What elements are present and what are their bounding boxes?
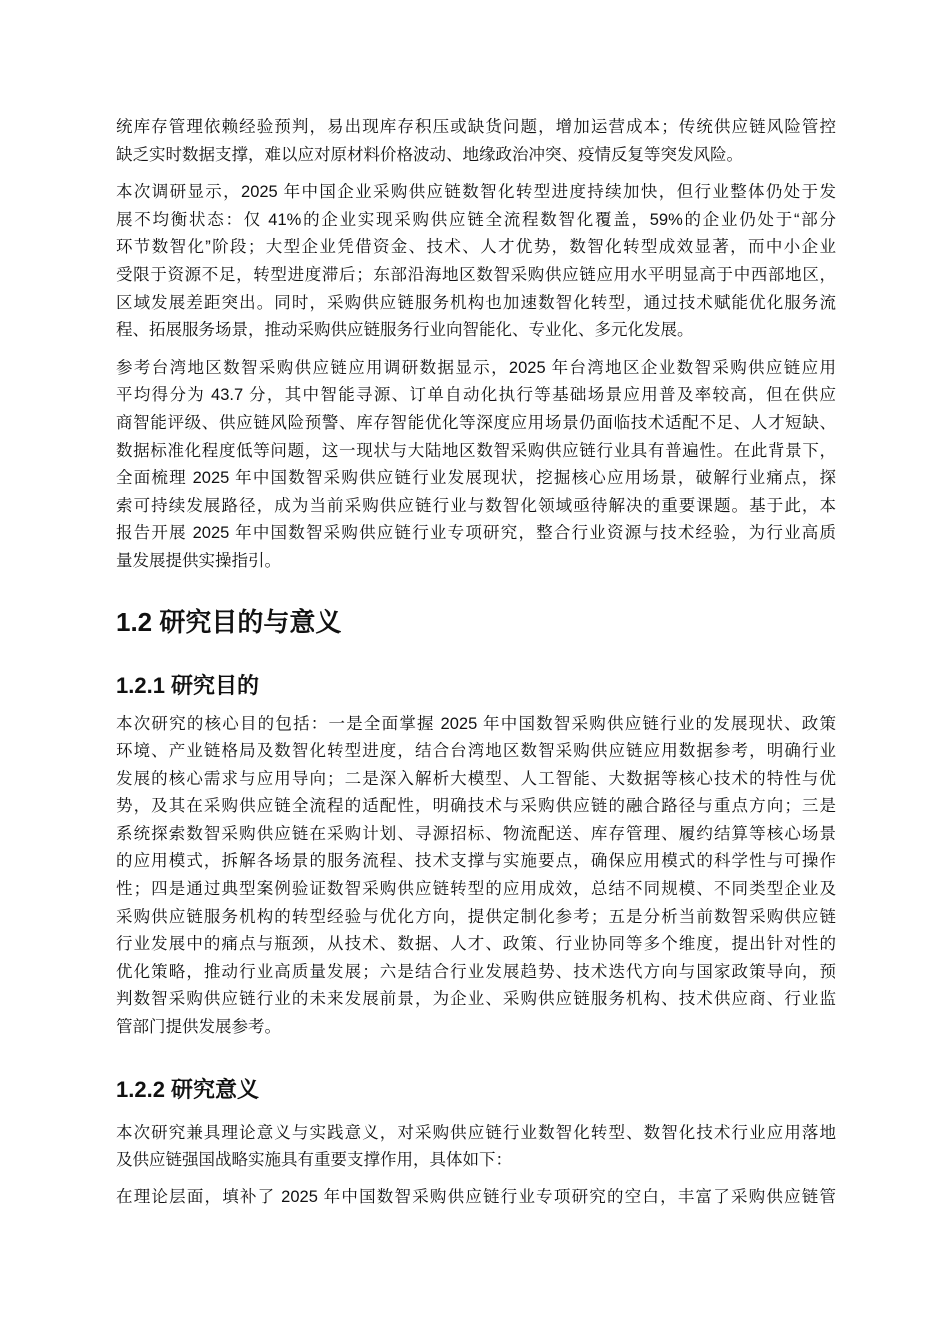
text-line: 缺乏实时数据支撑，难以应对原材料价格波动、地缘政治冲突、疫情反复等突发风险。 [116, 145, 743, 164]
text-line: 系统探索数智采购供应链在采购计划、寻源招标、物流配送、库存管理、履约结算等核心场景 [116, 824, 836, 843]
text-line: 受限于资源不足，转型进度滞后；东部沿海地区数智采购供应链应用水平明显高于中西部地区， [116, 265, 836, 284]
text-line: 性；四是通过典型案例验证数智采购供应链转型的应用成效，总结不同规模、不同类型企业及 [116, 880, 836, 899]
text-line: 统库存管理依赖经验预判，易出现库存积压或缺货问题，增加运营成本；传统供应链风险管控 [116, 118, 836, 136]
text-line: 报告开展 2025 年中国数智采购供应链行业专项研究，整合行业资源与技术经验，为行业高质 [116, 524, 836, 543]
text-line: 及供应链强国战略实施具有重要支撑作用，具体如下： [116, 1151, 512, 1170]
text-line: 平均得分为 43.7 分，其中智能寻源、订单自动化执行等基础场景应用普及率较高，但在供应 [116, 386, 836, 405]
text-line: 索可持续发展路径，成为当前采购供应链行业与数智化领域亟待解决的重要课题。基于此，本 [116, 496, 836, 515]
paragraph-survey-findings [116, 179, 836, 345]
text-line: 展不均衡状态：仅 41%的企业实现采购供应链全流程数智化覆盖，59%的企业仍处于“部分 [116, 210, 836, 229]
text-line: 区域发展差距突出。同时，采购供应链服务机构也加速数智化转型，通过技术赋能优化服务流 [116, 293, 836, 312]
text-line: 本次研究兼具理论意义与实践意义，对采购供应链行业数智化转型、数智化技术行业应用落地 [116, 1123, 836, 1142]
paragraph-research-objectives [116, 711, 836, 1042]
paragraph-inventory-risk [116, 114, 836, 169]
text-line: 的应用模式，拆解各场景的服务流程、技术支撑与实施要点，确保应用模式的科学性与可操作 [116, 852, 836, 871]
paragraph-research-significance-intro [116, 1120, 836, 1175]
section-heading-1-2: 1.2 研究目的与意义 [116, 606, 342, 637]
text-line: 程、拓展服务场景，推动采购供应链服务行业向智能化、专业化、多元化发展。 [116, 321, 694, 340]
text-line: 在理论层面，填补了 2025 年中国数智采购供应链行业专项研究的空白，丰富了采购供应链管 [116, 1187, 836, 1206]
text-line: 本次研究的核心目的包括：一是全面掌握 2025 年中国数智采购供应链行业的发展现状、政策 [116, 714, 836, 733]
text-line: 数据标准化程度低等问题，这一现状与大陆地区数智采购供应链行业具有普遍性。在此背景下， [116, 441, 836, 460]
text-line: 参考台湾地区数智采购供应链应用调研数据显示，2025 年台湾地区企业数智采购供应链应用 [116, 358, 836, 377]
text-line: 环境、产业链格局及数智化转型进度，结合台湾地区数智采购供应链应用数据参考，明确行业 [116, 742, 836, 761]
subsection-heading-1-2-1: 1.2.1 研究目的 [116, 672, 260, 698]
text-line: 行业发展中的痛点与瓶颈，从技术、数据、人才、政策、行业协同等多个维度，提出针对性的 [116, 935, 836, 954]
text-line: 量发展提供实操指引。 [116, 551, 281, 570]
text-line: 优化策略，推动行业高质量发展；六是结合行业发展趋势、技术迭代方向与国家政策导向，预 [116, 962, 836, 981]
text-line: 全面梳理 2025 年中国数智采购供应链行业发展现状，挖掘核心应用场景，破解行业痛点，探 [116, 469, 836, 488]
text-line: 本次调研显示，2025 年中国企业采购供应链数智化转型进度持续加快，但行业整体仍处于发 [116, 183, 836, 202]
text-line: 环节数智化”阶段；大型企业凭借资金、技术、人才优势，数智化转型成效显著，而中小企业 [116, 238, 836, 257]
text-line: 商智能评级、供应链风险预警、库存智能优化等深度应用场景仍面临技术适配不足、人才短缺、 [116, 413, 836, 432]
paragraph-taiwan-reference [116, 355, 836, 576]
paragraph-theoretical-significance [116, 1184, 836, 1212]
text-line: 势，及其在采购供应链全流程的适配性，明确技术与采购供应链的融合路径与重点方向；三是 [116, 797, 836, 816]
text-line: 发展的核心需求与应用导向；二是深入解析大模型、人工智能、大数据等核心技术的特性与优 [116, 769, 836, 788]
text-line: 判数智采购供应链行业的未来发展前景，为企业、采购供应链服务机构、技术供应商、行业监 [116, 990, 836, 1009]
subsection-heading-1-2-2: 1.2.2 研究意义 [116, 1076, 260, 1102]
text-line: 管部门提供发展参考。 [116, 1018, 281, 1037]
text-line: 采购供应链服务机构的转型经验与优化方向，提供定制化参考；五是分析当前数智采购供应链 [116, 907, 836, 926]
